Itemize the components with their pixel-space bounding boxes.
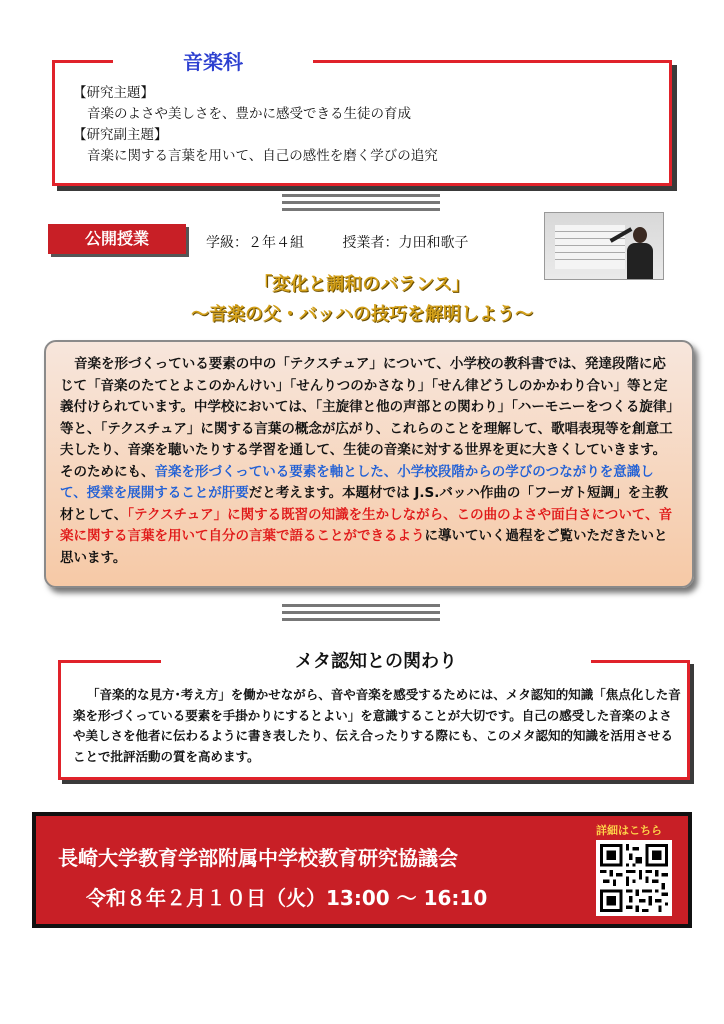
description-text-3: に導いていく過程をご覧いただきたいと思います。 [60, 528, 668, 566]
subject-themes [73, 83, 438, 167]
footer-banner [32, 812, 692, 928]
lesson-description [44, 340, 694, 588]
divider-bars [282, 194, 440, 215]
meta-title-wrap [161, 648, 591, 676]
sub-theme: 音楽に関する言葉を用いて、自己の感性を磨く学びの追究 [87, 148, 438, 164]
meta-title: メタ認知との関わり [295, 651, 457, 672]
subject-title: 音楽科 [183, 50, 243, 74]
lesson-grade: 学級：２年４組 [206, 235, 304, 251]
footer-date: 令和８年２月１０日（火）13:00 ～ 16:10 [86, 886, 488, 910]
description-text-2: だと考えます。本題材では J.S.バッハ作曲の「フーガト短調」を主教材として、 [60, 485, 669, 523]
divider-bars-2 [282, 604, 440, 625]
description-text-1: 音楽を形づくっている要素の中の「テクスチュア」について、小学校の教科書では、発達段階に応じて「音楽のたてとよこのかんけい」「せんりつのかさなり」「せん律どうしのかかわり合い」等と定義付けられています。中学校においては、「主旋律と他の声部との関わり」「ハーモニーをつくる旋律」等と、「テクスチュア」に関する言葉の概念が広がり、これらのことを理解して、歌唱表現等を創意工夫したり、音楽を聴いたりする学習を通して、生徒の音楽に対する世界を更に大きくしていきます。そのためにも、 [60, 356, 674, 480]
main-theme-label: 【研究主題】 [73, 85, 154, 101]
footer-organization: 長崎大学教育学部附属中学校教育研究協議会 [58, 846, 458, 870]
meta-cognition-box [58, 651, 690, 780]
lesson-teacher: 授業者：力田和歌子 [342, 235, 469, 251]
qr-code-icon[interactable] [596, 840, 672, 916]
detail-label: 詳細はこちら [596, 824, 662, 837]
sub-theme-label: 【研究副主題】 [73, 127, 168, 143]
lesson-info [206, 232, 502, 252]
subject-title-wrap [113, 49, 313, 75]
description-highlight-blue: 音楽を形づくっている要素を軸とした、小学校段階からの学びのつながりを意識して、授業を展開することが肝要 [60, 463, 654, 501]
lesson-title-line1: 「変化と調和のバランス」 [254, 274, 470, 295]
lesson-title-line2: ～音楽の父・バッハの技巧を解明しよう～ [191, 304, 533, 325]
subject-box [52, 50, 672, 186]
meta-text [73, 685, 681, 767]
meta-text-body: 「音楽的な見方･考え方」を働かせながら、音や音楽を感受するためには、メタ認知的知識「焦点化した音楽を形づくっている要素を手掛かりにするとよい」を意識することが大切です。自己の感受した音楽のよさや美しさを他者に伝わるように書き表したり、伝え合ったりする際にも、このメタ認知的知識を活用させることで批評活動の質を高めます。 [73, 687, 681, 764]
main-theme: 音楽のよさや美しさを、豊かに感受できる生徒の育成 [87, 106, 411, 122]
open-lesson-label: 公開授業 [48, 224, 186, 254]
description-highlight-red: 「テクスチュア」に関する既習の知識を生かしながら、この曲のよさや面白さについて、音楽に関する言葉を用いて自分の言葉で語ることができるよう [60, 506, 673, 544]
